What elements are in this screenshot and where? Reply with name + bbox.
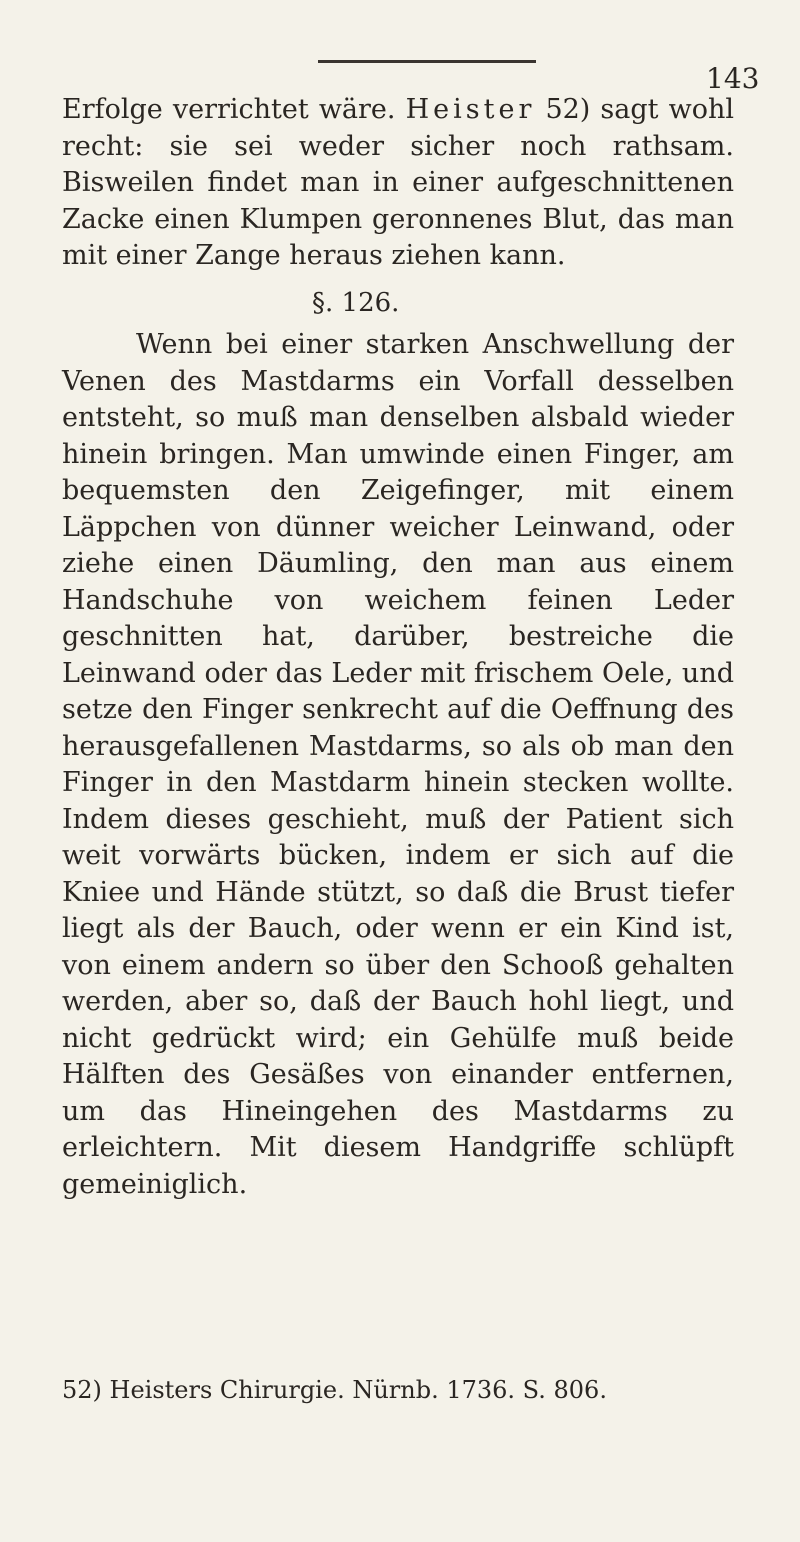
- body-text: [62, 92, 734, 1203]
- page-number: 143: [706, 62, 760, 95]
- p1-part-1: Erfolge verrichtet wäre.: [62, 94, 406, 125]
- paragraph-2: Wenn bei einer starken Anschwellung der Venen des Mastdarms ein Vorfall desselben entsteht, so muß man denselben alsbald wieder hinein bringen. Man umwinde einen Finger, am bequemsten den Zeigefinger, mit einem Läppchen von dünner weicher Leinwand, oder ziehe einen Däumling, den man aus einem Handschuhe von weichem feinen Leder geschnitten hat, darüber, bestreiche die Leinwand oder das Leder mit frischem Oele, und setze den Finger senkrecht auf die Oeffnung des herausgefallenen Mastdarms, so als ob man den Finger in den Mastdarm hinein stecken wollte. Indem dieses geschieht, muß der Patient sich weit vorwärts bücken, indem er sich auf die Kniee und Hände stützt, so daß die Brust tiefer liegt als der Bauch, oder wenn er ein Kind ist, von einem andern so über den Schooß gehalten werden, aber so, daß der Bauch hohl liegt, und nicht gedrückt wird; ein Gehülfe muß beide Hälften des Gesäßes von einander entfernen, um das Hineingehen des Mastdarms zu erleichtern. Mit diesem Handgriffe schlüpft gemeiniglich.: [62, 329, 734, 1200]
- section-heading: §. 126.: [312, 287, 400, 318]
- footnote: 52) Heisters Chirurgie. Nürnb. 1736. S. 806.: [62, 1376, 607, 1404]
- p1-part-3: 52) sagt wohl recht: sie sei weder sicher noch rathsam. Bisweilen findet man in einer aufgeschnittenen Zacke einen Klumpen geronnenes Blut, das man mit einer Zange heraus ziehen kann.: [62, 94, 734, 271]
- header-rule: [318, 60, 536, 63]
- author-name-spaced: Heister: [405, 94, 536, 125]
- paragraph-1: [62, 92, 734, 275]
